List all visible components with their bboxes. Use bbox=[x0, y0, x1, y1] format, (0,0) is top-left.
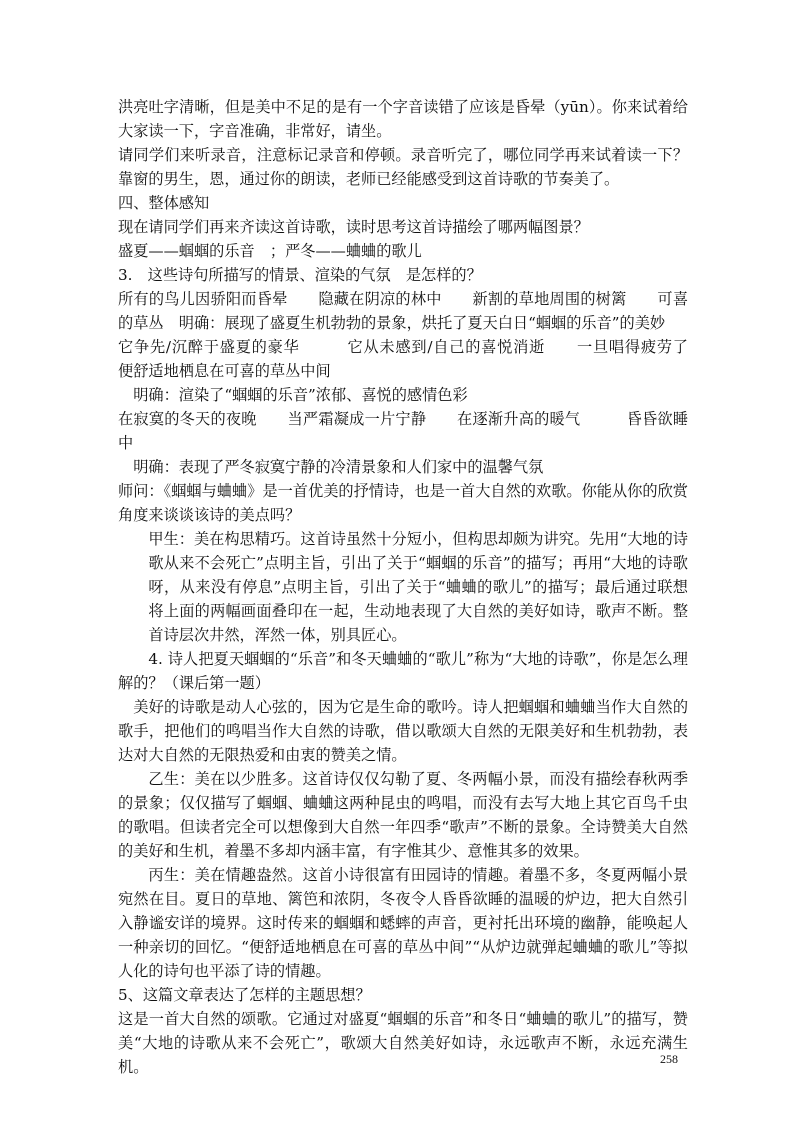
paragraph: 所有的鸟儿因骄阳而昏晕 隐藏在阴凉的林中 新割的草地周围的树篱 可喜的草丛 明确：展现了盛夏生机勃勃的景象，烘托了夏天白日“蝈蝈的乐音”的美妙 bbox=[118, 290, 688, 332]
question: 3. 这些诗句所描写的情景、渲染的气氛 是怎样的？ bbox=[118, 266, 482, 284]
page-number: 258 bbox=[660, 1052, 678, 1066]
body-text bbox=[118, 95, 734, 1079]
paragraph: 洪亮吐字清晰，但是美中不足的是有一个字音读错了应该是昏晕（yūn）。你来试着给大家读一下，字音准确，非常好，请坐。 bbox=[118, 98, 688, 140]
answer: 美好的诗歌是动人心弦的，因为它是生命的歌吟。诗人把蝈蝈和蛐蛐当作大自然的歌手，把他们的鸣唱当作大自然的诗歌，借以歌颂大自然的无限美好和生机勃勃，表达对大自然的无限热爱和由衷的赞美之情。 bbox=[118, 698, 688, 764]
teacher-question: 师问：《蝈蝈与蛐蛐》是一首优美的抒情诗，也是一首大自然的欢歌。你能从你的欣赏角度来谈谈该诗的美点吗？ bbox=[118, 482, 688, 524]
student-answer: 丙生：美在情趣盎然。这首小诗很富有田园诗的情趣。着墨不多，冬夏两幅小景宛然在目。夏日的草地、篱笆和浓阴，冬夜令人昏昏欲睡的温暖的炉边，把大自然引入静谧安详的境界。这时传来的蝈蝈和蟋蟀的声音，更衬托出环境的幽静，能唤起人一种亲切的回忆。“便舒适地栖息在可喜的草丛中间”“从炉边就弹起蛐蛐的歌儿”等拟人化的诗句也平添了诗的情趣。 bbox=[118, 866, 688, 980]
answer: 明确：渲染了“蝈蝈的乐音”浓郁、喜悦的感情色彩 bbox=[133, 386, 468, 404]
answer: 明确：表现了严冬寂寞宁静的冷清景象和人们家中的温馨气氛 bbox=[133, 458, 544, 476]
paragraph: 它争先/沉醉于盛夏的豪华 它从未感到/自己的喜悦消逝 一旦唱得疲劳了 便舒适地栖息在可喜的草丛中间 bbox=[118, 338, 734, 380]
paragraph: 这是一首大自然的颂歌。它通过对盛夏“蝈蝈的乐音”和冬日“蛐蛐的歌儿”的描写，赞美“大地的诗歌从来不会死亡”，歌颂大自然美好如诗，永远歌声不断，永远充满生机。 bbox=[118, 1010, 688, 1076]
paragraph: 现在请同学们再来齐读这首诗歌，读时思考这首诗描绘了哪两幅图景？ bbox=[118, 218, 589, 236]
section-heading: 四、整体感知 bbox=[118, 194, 210, 212]
student-answer: 乙生：美在以少胜多。这首诗仅仅勾勒了夏、冬两幅小景，而没有描绘春秋两季的景象；仅仅描写了蝈蝈、蛐蛐这两种昆虫的鸣唱，而没有去写大地上其它百鸟千虫的歌唱。但读者完全可以想像到大自然一年四季“歌声”不断的景象。全诗赞美大自然的美好和生机，着墨不多却内涵丰富，有字惟其少、意惟其多的效果。 bbox=[118, 770, 688, 860]
question: 5、这篇文章表达了怎样的主题思想？ bbox=[118, 986, 371, 1004]
paragraph: 盛夏——蝈蝈的乐音 ；严冬——蛐蛐的歌儿 bbox=[118, 242, 422, 260]
paragraph: 请同学们来听录音，注意标记录音和停顿。录音听完了，哪位同学再来试着读一下？靠窗的男生，恩，通过你的朗读，老师已经能感受到这首诗歌的节奏美了。 bbox=[118, 146, 688, 188]
student-answer: 甲生：美在构思精巧。这首诗虽然十分短小，但构思却颇为讲究。先用“大地的诗歌从来不会死亡”点明主旨，引出了关于“蝈蝈的乐音”的描写；再用“大地的诗歌呀，从来没有停息”点明主旨，引出了关于“蛐蛐的歌儿”的描写；最后通过联想将上面的两幅画面叠印在一起，生动地表现了大自然的美好如诗，歌声不断。整首诗层次井然，浑然一体，别具匠心。 bbox=[148, 530, 688, 644]
question: 4. 诗人把夏天蝈蝈的“乐音”和冬天蛐蛐的“歌儿”称为“大地的诗歌”，你是怎么理解的？（课后第一题） bbox=[118, 650, 688, 692]
paragraph: 在寂寞的冬天的夜晚 当严霜凝成一片宁静 在逐渐升高的暖气 昏昏欲睡中 bbox=[118, 410, 688, 452]
